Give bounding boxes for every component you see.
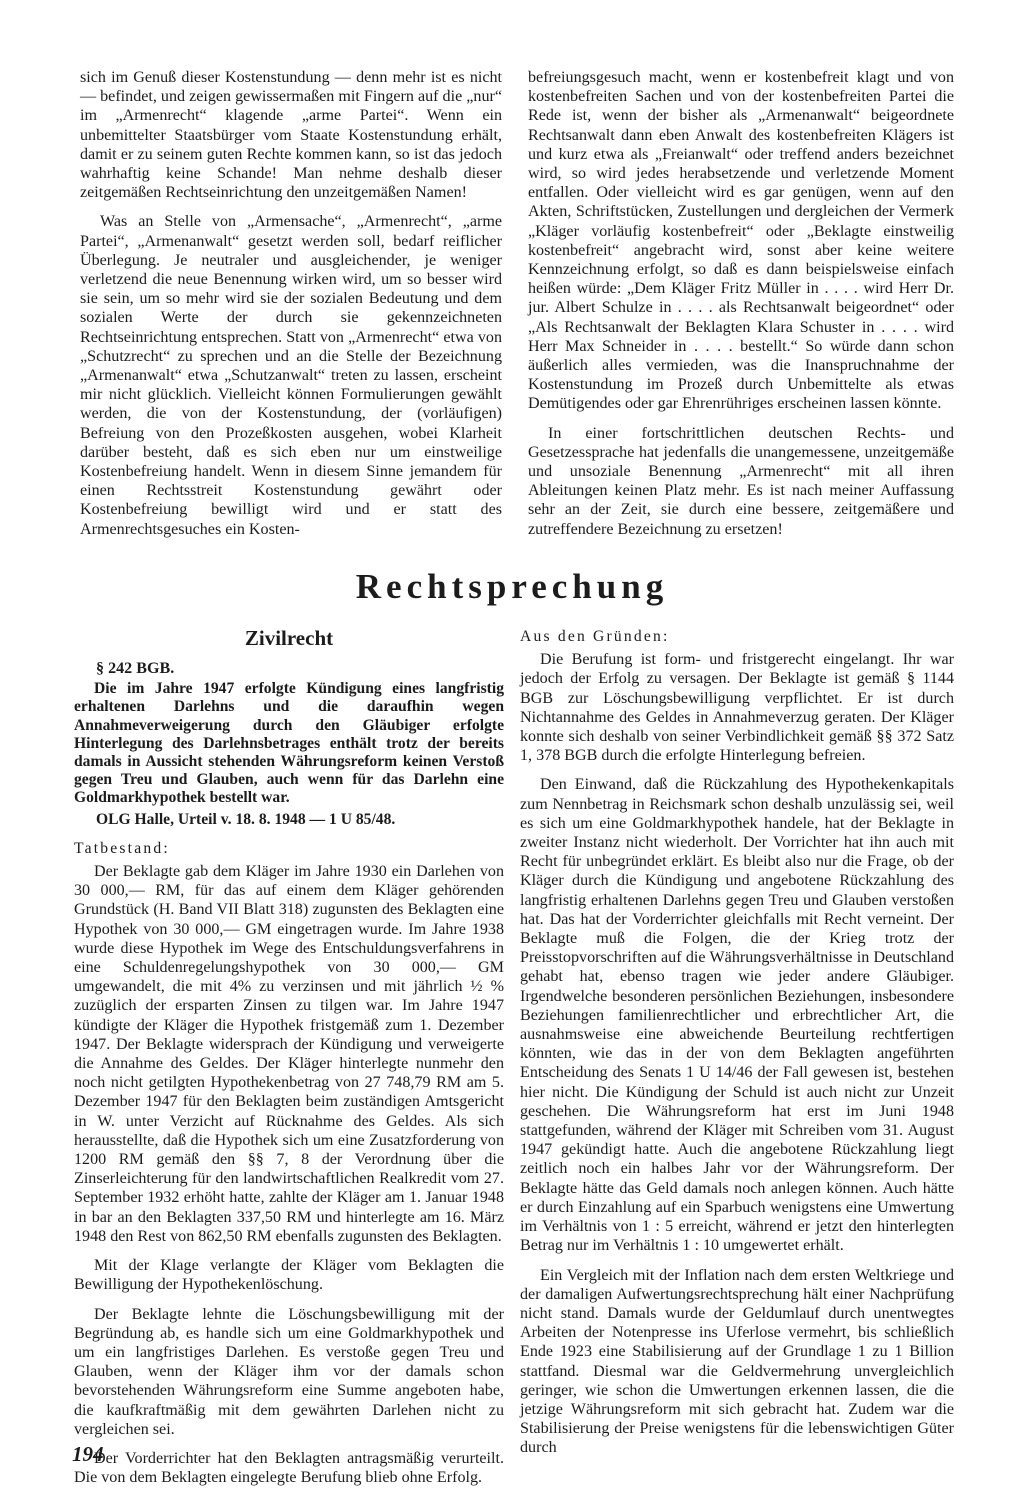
paragraph-reference: § 242 BGB.: [96, 660, 175, 677]
tatbestand-label: Tatbestand:: [74, 839, 170, 857]
subsection-title: Zivilrecht: [244, 626, 334, 650]
paragraph: In einer fortschrittlichen deutschen Rechts- und Gesetzessprache hat jedenfalls die unangemessene, unzeitgemäße und unsoziale Benennung „Armenrecht“ mit all ihren Ableitungen keinen Platz mehr. Es ist nach meiner Auffassung sehr an der Zeit, sie durch eine bessere, zeitgemäßere und zutreffendere Bezeichnung zu ersetzen!: [528, 424, 954, 538]
paragraph: befreiungsgesuch macht, wenn er kostenbefreit klagt und von kostenbefreiten Sachen und von der kostenbefreiten Partei die Rede ist, wenn der bisher als „Armenanwalt“ beigeordnete Rechtsanwalt dann eben Anwalt des kostenbefreiten Klägers ist und kurz etwa als „Freianwalt“ oder treffend anders bezeichnet wird, so wird jedes herabsetzende und verletzende Moment entfallen. Oder vielleicht wird es gar genügen, wenn auf den Akten, Schriftstücken, Zustellungen und dergleichen der Vermerk „Kläger vorläufig kostenbefreit“ oder „Beklagte einstweilig kostenbefreit“ angebracht wird, sonst aber keine weitere Kennzeichnung erfolgt, so daß es dann beispielsweise einfach heißen würde: „Dem Kläger Fritz Müller in . . . . wird Herr Dr. jur. Albert Schulze in . . . . als Rechtsanwalt beigeordnet“ oder „Als Rechtsanwalt der Beklagten Klara Schuster in . . . . wird Herr Max Schneider in . . . . bestellt.“ So würde dann schon äußerlich alles vermieden, was die Inanspruchnahme der Kostenstundung im Prozeß durch Unbemittelte als etwas Demütigendes oder gar Ehrenrühriges erscheinen lassen könnte.: [528, 69, 954, 413]
paragraph: Der Beklagte lehnte die Löschungsbewilligung mit der Begründung ab, es handle sich um eine Goldmarkhypothek und um ein langfristiges Darlehen. Es verstoße gegen Treu und Glauben, wenn der Kläger ihm vor der damals schon bevorstehenden Währungsreform eine Summe angeboten habe, die kaufkraftmäßig mit dem gewährten Darlehen nicht zu vergleichen sei.: [74, 1305, 504, 1438]
top-right-column: [528, 68, 954, 549]
court-citation: OLG Halle, Urteil v. 18. 8. 1948 — 1 U 85/48.: [96, 810, 396, 828]
paragraph: Ein Vergleich mit der Inflation nach dem ersten Weltkriege und der damaligen Aufwertungsrechtsprechung hält einer Nachprüfung nicht stand. Damals wurde der Geldumlauf durch unentwegtes Arbeiten der Notenpresse ins Uferlose vermehrt, bis schließlich Ende 1923 eine Stabilisierung auf der Grundlage 1 zu 1 Billion stattfand. Diesmal war die Geldvermehrung unvergleichlich geringer, wie schon die Umwertungen erkennen lassen, die die jetzige Währungsreform mit sich gebracht hat. Zudem war die Stabilisierung der Preise wenigstens für die lebenswichtigen Güter durch: [520, 1266, 954, 1457]
paragraph: sich im Genuß dieser Kostenstundung — denn mehr ist es nicht — befindet, und zeigen gewissermaßen mit Fingern auf die „nur“ im „Armenrecht“ klagende „arme Partei“. Wenn ein unbemittelter Staatsbürger vom Staate Kostenstundung erhält, damit er zu seinem guten Rechte kommen kann, so ist das jedoch wahrhaftig keine Schande! Man nehme deshalb dieser zeitgemäßen Rechtseinrichtung den unzeitgemäßen Namen!: [80, 69, 502, 202]
paragraph: Der Vorderrichter hat den Beklagten antragsmäßig verurteilt. Die von dem Beklagten eingelegte Berufung blieb ohne Erfolg.: [74, 1449, 504, 1487]
page-number: 194: [72, 1442, 104, 1466]
paragraph: Den Einwand, daß die Rückzahlung des Hypothekenkapitals zum Nennbetrag in Reichsmark schon deshalb unzulässig sei, weil es sich um eine Goldmarkhypothek handele, hat der Beklagte in zweiter Instanz nicht wiederholt. Der Vorrichter hat ihn auch mit Recht für unbegründet erklärt. Es bleibt also nur die Frage, ob der Kläger durch die Kündigung und angebotene Rückzahlung des langfristig erhaltenen Darlehns gegen Treu und Glauben verstoßen hat. Das hat der Vorderrichter gleichfalls mit Recht verneint. Der Beklagte muß die Folgen, die der Krieg trotz der Preisstopvorschriften auf die Währungsverhältnisse in Deutschland gehabt hat, ebenso tragen wie jeder andere Gläubiger. Irgendwelche besonderen persönlichen Beziehungen, insbesondere Beziehungen familienrechtlicher und erbrechtlicher Art, die ausnahmsweise eine abweichende Beurteilung rechtfertigen könnten, wie das in der von dem Beklagten angeführten Entscheidung des Senats 1 U 14/46 der Fall gewesen ist, bestehen hier nicht. Die Kündigung der Schuld ist auch nicht zur Unzeit geschehen. Die Währungsreform hat erst im Juni 1948 stattgefunden, während der Kläger mit Schreiben vom 31. August 1947 gekündigt hatte. Auch die angebotene Rückzahlung liegt zeitlich noch ein halbes Jahr vor der Währungsreform. Der Beklagte hätte das Geld damals noch anlegen können. Auch hätte er durch Einzahlung auf ein Sparbuch wenigstens eine Umwertung im Verhältnis von 1 : 5 erreicht, während er jetzt den hinterlegten Betrag nur im Verhältnis 1 : 10 umgewertet erhält.: [520, 776, 954, 1255]
paragraph: Was an Stelle von „Armensache“, „Armenrecht“, „arme Partei“, „Armenanwalt“ gesetzt werden soll, bedarf reiflicher Überlegung. Je neutraler und ausgleichender, je weniger verletzend die neue Benennung wirken wird, um so besser wird sie sein, um so mehr wird sie der sozialen Bedeutung und dem sozialen Werte der durch sie gekennzeichneten Rechtseinrichtung entsprechen. Statt von „Armenrecht“ etwa von „Schutzrecht“ zu sprechen und an die Stelle der Bezeichnung „Armenanwalt“ etwa „Schutzanwalt“ treten zu lassen, erscheint mir nicht glücklich. Vielleicht können Formulierungen gewählt werden, die von der Kostenstundung, der (vorläufigen) Befreiung von den Prozeßkosten ausgehen, wobei Klarheit darüber besteht, daß es sich eben nur um einstweilige Kostenbefreiung handelt. Wenn in diesem Sinne jemandem für einen Rechtsstreit Kostenstundung gewährt oder Kostenbefreiung bewilligt wird und er statt des Armenrechtsgesuches ein Kosten-: [80, 213, 502, 538]
paragraph: Die Berufung ist form- und fristgerecht eingelangt. Ihr war jedoch der Erfolg zu versagen. Der Beklagte ist gemäß § 1144 BGB zur Löschungsbewilligung verpflichtet. Er ist durch Nichtannahme des Geldes in Annahmeverzug geraten. Der Kläger konnte sich deshalb von seiner Verbindlichkeit gemäß §§ 372 Satz 1, 378 BGB durch die erfolgte Hinterlegung befreien.: [520, 651, 954, 765]
bottom-right-column: [520, 627, 954, 1468]
headnote: Die im Jahre 1947 erfolgte Kündigung eines langfristig erhaltenen Darlehns und die daraufhin wegen Annahmeverweigerung durch den Gläubiger erfolgte Hinterlegung des Darlehnsbetrages enthält trotz der bereits damals in Aussicht stehenden Währungsreform keinen Verstoß gegen Treu und Glauben, auch wenn für das Darlehn eine Goldmarkhypothek bestellt war.: [74, 680, 504, 807]
gruende-label: Aus den Gründen:: [520, 628, 670, 645]
bottom-left-column: [74, 625, 504, 1497]
section-title: Rechtsprechung: [355, 567, 669, 606]
paragraph: Der Beklagte gab dem Kläger im Jahre 1930 ein Darlehen von 30 000,— RM, für das auf einem dem Kläger gehörenden Grundstück (H. Band VII Blatt 318) zugunsten des Beklagten eine Hypothek von 30 000,— GM eingetragen wurde. Im Jahre 1938 wurde diese Hypothek im Wege des Entschuldungsverfahrens in eine Schuldenregelungshypothek von 30 000,— GM umgewandelt, die mit 4% zu verzinsen und mit jährlich ½ % zuzüglich der ersparten Zinsen zu tilgen war. Im Jahre 1947 kündigte der Kläger die Hypothek fristgemäß zum 1. Dezember 1947. Der Beklagte widersprach der Kündigung und verweigerte die Annahme des Geldes. Der Kläger hinterlegte nunmehr den noch nicht getilgten Hypothekenbetrag von 27 748,79 RM am 5. Dezember 1947 für den Beklagten beim zuständigen Amtsgericht in W. unter Verzicht auf Rücknahme des Geldes. Als sich herausstellte, daß die Hypothek sich um eine Zusatzforderung von 1200 RM gemäß den §§ 7, 8 der Verordnung über die Zinserleichterung für den landwirtschaftlichen Realkredit vom 27. September 1932 erhöht hatte, zahlte der Kläger am 1. Januar 1948 in bar an den Beklagten 337,50 RM und hinterlegte am 16. März 1948 den Rest von 862,50 RM ebenfalls zugunsten des Beklagten.: [74, 863, 504, 1245]
paragraph: Mit der Klage verlangte der Kläger vom Beklagten die Bewilligung der Hypothekenlöschung.: [74, 1257, 504, 1294]
top-left-column: [80, 68, 502, 549]
